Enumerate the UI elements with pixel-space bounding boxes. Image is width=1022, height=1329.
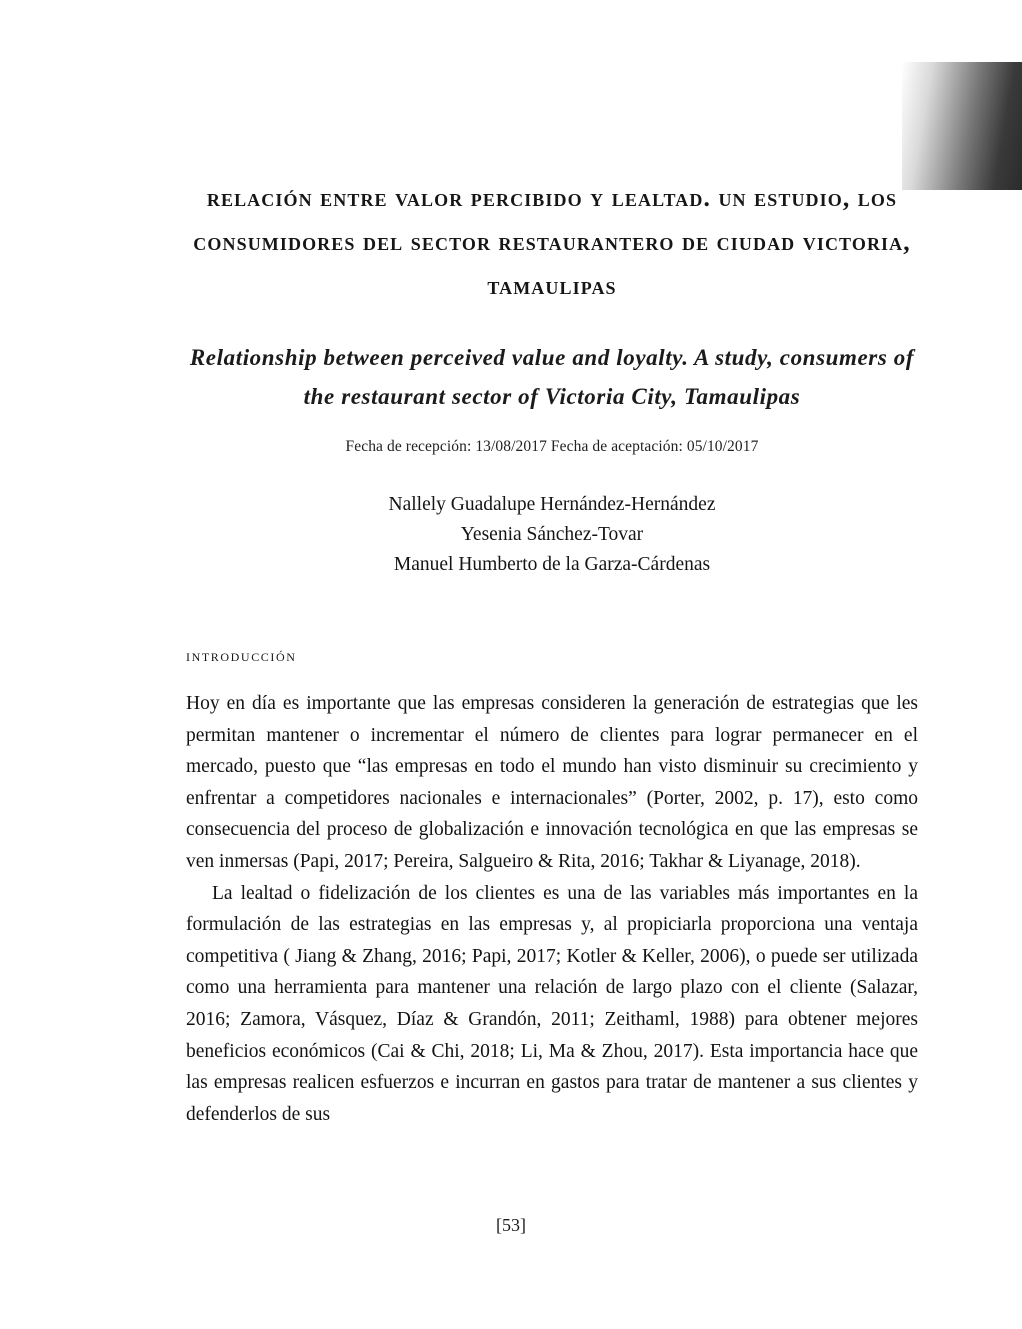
- page-number: [53]: [496, 1215, 526, 1235]
- page-scan-shadow: [902, 62, 1022, 190]
- paragraph: La lealtad o fidelización de los clientes es una de las variables más importantes en la formulación de las estrategias en las empresas y, al propiciarla proporciona una ventaja competitiva ( Jiang & Zhang, 2016; Papi, 2017; Kotler & Keller, 2006), o puede ser utilizada como una herramienta para mantener una relación de largo plazo con el cliente (Salazar, 2016; Zamora, Vásquez, Díaz & Grandón, 2011; Zeithaml, 1988) para obtener mejores beneficios económicos (Cai & Chi, 2018; Li, Ma & Zhou, 2017). Esta importancia hace que las empresas realicen esfuerzos e incurran en gastos para tratar de mantener a sus clientes y defenderlos de sus: [186, 882, 918, 1125]
- author-name: Nallely Guadalupe Hernández-Hernández: [388, 494, 716, 515]
- author-list: [186, 490, 918, 580]
- title-block: [186, 176, 918, 416]
- page-content: [186, 0, 918, 1130]
- section-heading-introduccion: introducción: [186, 646, 297, 665]
- submission-dates: Fecha de recepción: 13/08/2017 Fecha de aceptación: 05/10/2017: [345, 438, 759, 455]
- page-title: relación entre valor percibido y lealtad. un estudio, los consumidores del sector restaurantero de ciudad victoria, tamaulipas: [193, 183, 911, 300]
- author-name: Yesenia Sánchez-Tovar: [460, 524, 644, 545]
- page-subtitle-english: Relationship between perceived value and loyalty. A study, consumers of the restaurant sector of Victoria City, Tamaulipas: [189, 345, 915, 409]
- body-text: [186, 688, 918, 1130]
- paragraph: Hoy en día es importante que las empresas consideren la generación de estrategias que les permitan mantener o incrementar el número de clientes para lograr permanecer en el mercado, puesto que “las empresas en todo el mundo han visto disminuir su crecimiento y enfrentar a competidores nacionales e internacionales” (Porter, 2002, p. 17), esto como consecuencia del proceso de globalización e innovación tecnológica en que las empresas se ven inmersas (Papi, 2017; Pereira, Salgueiro & Rita, 2016; Takhar & Liyanage, 2018).: [186, 693, 918, 872]
- author-name: Manuel Humberto de la Garza-Cárdenas: [393, 554, 711, 575]
